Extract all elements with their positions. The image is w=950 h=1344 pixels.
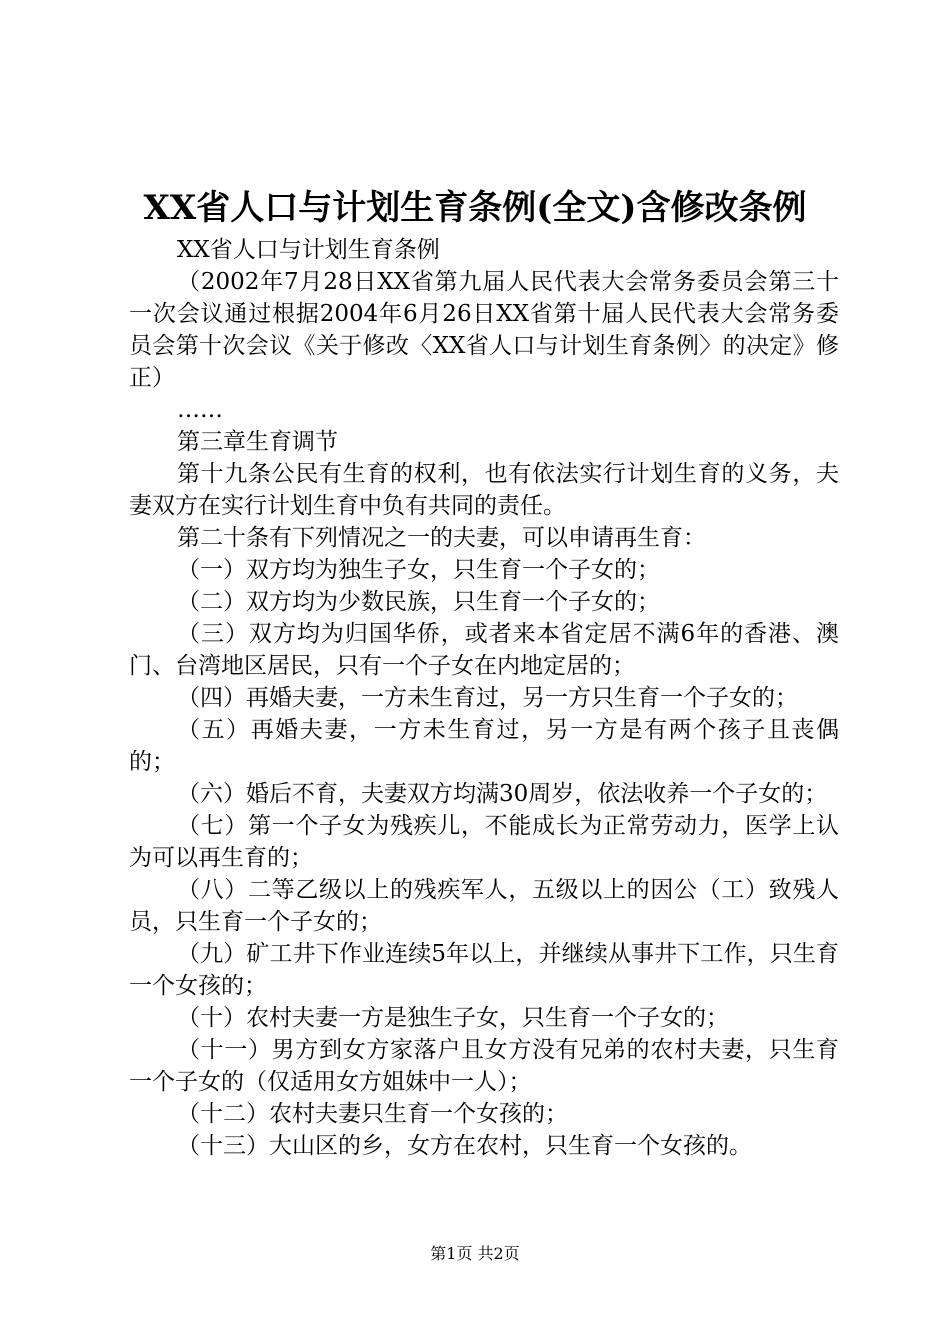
paragraph-amendment-note: （2002年7月28日XX省第九届人民代表大会常务委员会第三十一次会议通过根据2004年6月26日XX省第十届人民代表大会常务委员会第十次会议《关于修改〈XX省人口与计划生育条例〉的决定》修正） [129, 269, 839, 391]
list-item: （十三）大山区的乡，女方在农村，只生育一个女孩的。 [177, 1133, 752, 1159]
paragraph-article-20: 第二十条有下列情况之一的夫妻，可以申请再生育： [177, 525, 706, 551]
list-item: （九）矿工井下作业连续5年以上，并继续从事井下工作，只生育一个女孩的； [129, 941, 839, 999]
list-item: （三）双方均为归国华侨，或者来本省定居不满6年的香港、澳门、台湾地区居民，只有一个子女在内地定居的； [129, 621, 839, 679]
list-item: （七）第一个子女为残疾儿，不能成长为正常劳动力，医学上认为可以再生育的； [129, 813, 839, 871]
list-item: （八）二等乙级以上的残疾军人，五级以上的因公（工）致残人员，只生育一个子女的； [129, 877, 839, 935]
list-item: （一）双方均为独生子女，只生育一个子女的； [177, 557, 660, 583]
page-title: XX省人口与计划生育条例(全文)含修改条例 [143, 188, 807, 228]
paragraph-subtitle: XX省人口与计划生育条例 [177, 237, 440, 263]
paragraph-article-19: 第十九条公民有生育的权利，也有依法实行计划生育的义务，夫妻双方在实行计划生育中负有共同的责任。 [129, 461, 839, 519]
list-item: （二）双方均为少数民族，只生育一个子女的； [177, 589, 660, 615]
list-item: （十一）男方到女方家落户且女方没有兄弟的农村夫妻，只生育一个子女的（仅适用女方姐妹中一人）； [129, 1037, 839, 1095]
list-item: （五）再婚夫妻，一方未生育过，另一方是有两个孩子且丧偶的； [129, 717, 839, 775]
paragraph-ellipsis: …… [177, 397, 223, 423]
list-item: （十二）农村夫妻只生育一个女孩的； [177, 1101, 568, 1127]
list-item: （十）农村夫妻一方是独生子女，只生育一个子女的； [177, 1005, 729, 1031]
list-item: （四）再婚夫妻，一方未生育过，另一方只生育一个子女的； [177, 685, 798, 711]
list-item: （六）婚后不育，夫妻双方均满30周岁，依法收养一个子女的； [177, 781, 828, 807]
page-footer: 第1页 共2页 [430, 1244, 520, 1263]
document-body [129, 234, 839, 1162]
paragraph-chapter-heading: 第三章生育调节 [177, 429, 338, 455]
